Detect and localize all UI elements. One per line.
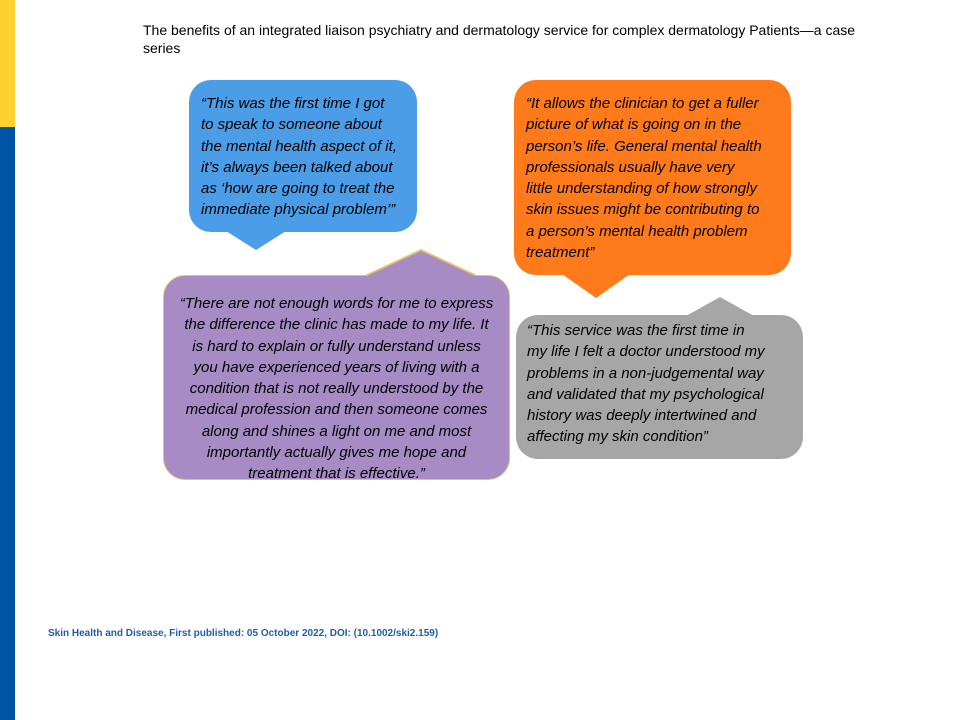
quote-line: professionals usually have very — [526, 158, 735, 176]
quote-line: to speak to someone about — [201, 116, 382, 134]
quote-line: a person’s mental health problem — [526, 222, 748, 240]
quote-bubble-grey — [516, 315, 803, 459]
quote-line: the mental health aspect of it, — [201, 137, 397, 155]
quote-line: and validated that my psychological — [527, 385, 764, 403]
speech-bubble-tail-orange — [562, 274, 630, 298]
quote-line: immediate physical problem’” — [201, 201, 396, 219]
quote-line: as ‘how are going to treat the — [201, 180, 395, 198]
quote-line: skin issues might be contributing to — [526, 201, 760, 219]
speech-bubble-tail-grey — [686, 297, 754, 316]
speech-bubble-tail-blue — [226, 231, 286, 250]
speech-bubble-tail-purple — [365, 251, 477, 277]
quote-line: affecting my skin condition” — [527, 428, 708, 446]
quote-line: my life I felt a doctor understood my — [527, 343, 765, 361]
quote-line: treatment that is effective.” — [248, 465, 425, 483]
quote-bubble-blue — [189, 80, 417, 232]
quote-line: you have experienced years of living with a — [193, 358, 480, 376]
quote-bubble-purple — [163, 275, 510, 483]
quote-line: is hard to explain or fully understand unless — [192, 337, 481, 355]
quote-line: picture of what is going on in the — [526, 116, 742, 134]
quote-line: “This was the first time I got — [201, 95, 385, 112]
quote-line: “This service was the first time in — [527, 322, 745, 339]
quote-line: it’s always been talked about — [201, 158, 393, 176]
left-accent-bar-yellow — [0, 0, 15, 127]
quote-line: problems in a non-judgemental way — [527, 364, 764, 382]
quote-line: “It allows the clinician to get a fuller — [526, 95, 759, 112]
quote-bubble-orange — [514, 80, 791, 275]
quote-line: the difference the clinic has made to my life. It — [184, 316, 489, 334]
quote-line: “There are not enough words for me to express — [179, 295, 494, 312]
citation-text: Skin Health and Disease, First published: 05 October 2022, DOI: (10.1002/ski2.159) — [48, 628, 439, 639]
slide-title: The benefits of an integrated liaison psychiatry and dermatology service for complex dermatology Patients—a case series — [143, 22, 856, 56]
quote-line: along and shines a light on me and most — [201, 422, 472, 440]
quote-line: importantly actually gives me hope and — [206, 444, 467, 462]
quote-line: little understanding of how strongly — [526, 180, 757, 198]
quote-line: condition that is not really understood by the — [189, 380, 484, 398]
quote-line: history was deeply intertwined and — [527, 407, 757, 425]
quote-line: treatment” — [526, 244, 595, 262]
quote-line: medical profession and then someone comes — [185, 401, 488, 419]
left-accent-bar-blue — [0, 127, 15, 720]
quote-line: person’s life. General mental health — [526, 137, 762, 155]
